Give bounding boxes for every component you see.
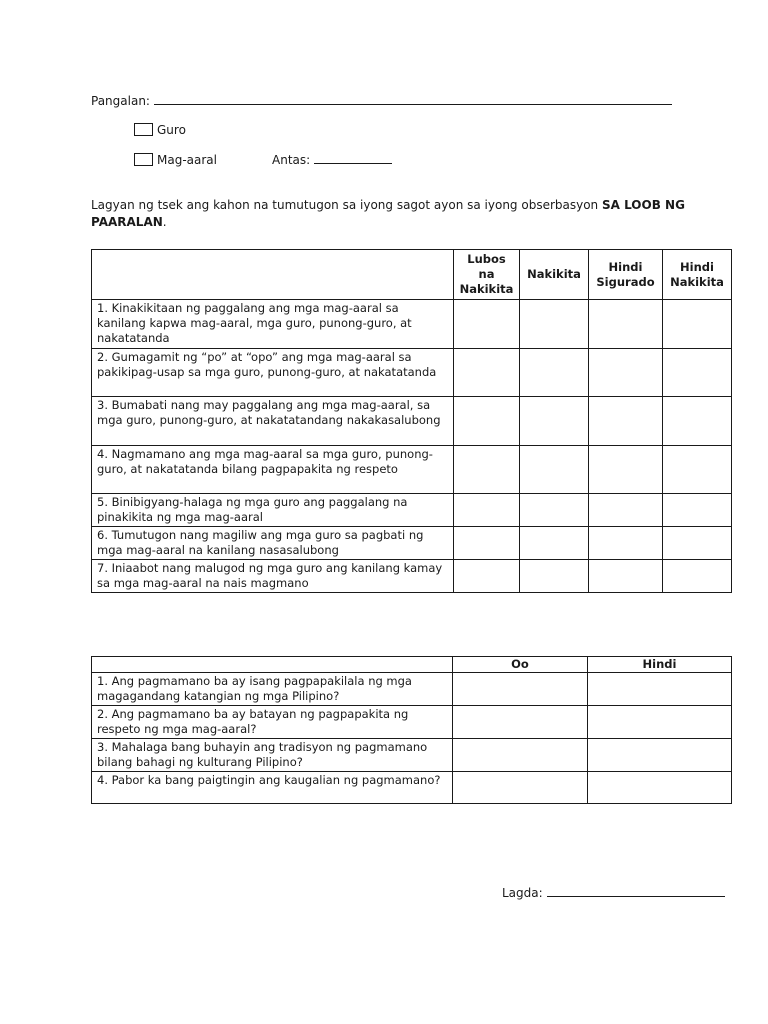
statement-cell: 2. Gumagamit ng “po” at “opo” ang mga mag-aaral sa pakikipag-usap sa mga guro, punong-guro, at nakatatanda [92,349,454,397]
check-cell[interactable] [520,494,589,527]
instructions [91,197,691,231]
guro-checkbox[interactable] [134,123,153,136]
check-cell[interactable] [520,397,589,446]
check-cell[interactable] [663,494,732,527]
question-cell: 3. Mahalaga bang buhayin ang tradisyon ng pagmamano bilang bahagi ng kulturang Pilipino? [92,739,453,772]
table-row [92,300,732,349]
check-cell[interactable] [453,673,588,706]
table-row [92,349,732,397]
question-cell: 4. Pabor ka bang paigtingin ang kaugalian ng pagmamano? [92,772,453,804]
col-lubos-na-nakikita: Lubos na Nakikita [454,250,520,300]
table-row [92,560,732,593]
statement-header [92,250,454,300]
check-cell[interactable] [663,349,732,397]
check-cell[interactable] [454,560,520,593]
guro-label: Guro [157,123,186,137]
col-hindi: Hindi [588,657,732,673]
check-cell[interactable] [454,397,520,446]
statement-cell: 4. Nagmamano ang mga mag-aaral sa mga guro, punong-guro, at nakatatanda bilang pagpapakita ng respeto [92,446,454,494]
mag-aaral-label: Mag-aaral [157,153,217,167]
check-cell[interactable] [454,349,520,397]
table-row [92,772,732,804]
check-cell[interactable] [588,706,732,739]
statement-cell: 6. Tumutugon nang magiliw ang mga guro sa pagbati ng mga mag-aaral na kanilang nasasalubong [92,527,454,560]
check-cell[interactable] [589,494,663,527]
instructions-text: Lagyan ng tsek ang kahon na tumutugon sa iyong sagot ayon sa iyong obserbasyon [91,198,602,212]
grade-line [272,153,392,168]
check-cell[interactable] [589,446,663,494]
table-row [92,446,732,494]
mag-aaral-checkbox[interactable] [134,153,153,166]
table-row [92,673,732,706]
check-cell[interactable] [453,772,588,804]
check-cell[interactable] [520,560,589,593]
table-row [92,494,732,527]
check-cell[interactable] [589,560,663,593]
check-cell[interactable] [588,739,732,772]
check-cell[interactable] [454,494,520,527]
check-cell[interactable] [520,527,589,560]
statement-cell: 7. Iniaabot nang malugod ng mga guro ang kanilang kamay sa mga mag-aaral na nais magmano [92,560,454,593]
name-line [91,94,672,109]
check-cell[interactable] [453,706,588,739]
instructions-emphasis: SA LOOB NG PAARALAN [91,198,685,229]
table-row [92,397,732,446]
check-cell[interactable] [588,673,732,706]
instructions-end: . [162,215,167,229]
col-nakikita: Nakikita [520,250,589,300]
name-field[interactable] [154,94,672,105]
table-row [92,706,732,739]
check-cell[interactable] [589,397,663,446]
question-cell: 1. Ang pagmamano ba ay isang pagpapakilala ng mga magagandang katangian ng mga Pilipino? [92,673,453,706]
col-hindi-sigurado: Hindi Sigurado [589,250,663,300]
signature-line [502,886,725,901]
opinion-table [91,656,732,804]
check-cell[interactable] [589,300,663,349]
check-cell[interactable] [454,300,520,349]
observation-header-row [92,250,732,300]
statement-cell: 5. Binibigyang-halaga ng mga guro ang paggalang na pinakikita ng mga mag-aaral [92,494,454,527]
opinion-header-row [92,657,732,673]
check-cell[interactable] [663,560,732,593]
role-option-mag-aaral[interactable] [134,153,217,168]
role-option-guro[interactable] [134,123,186,138]
check-cell[interactable] [663,300,732,349]
table-row [92,739,732,772]
question-header [92,657,453,673]
grade-field[interactable] [314,153,392,164]
observation-table [91,249,732,593]
check-cell[interactable] [454,527,520,560]
check-cell[interactable] [520,446,589,494]
table-row [92,527,732,560]
grade-label: Antas: [272,153,311,167]
check-cell[interactable] [663,527,732,560]
name-label: Pangalan: [91,94,150,108]
question-cell: 2. Ang pagmamano ba ay batayan ng pagpapakita ng respeto ng mga mag-aaral? [92,706,453,739]
col-hindi-nakikita: Hindi Nakikita [663,250,732,300]
check-cell[interactable] [453,739,588,772]
signature-label: Lagda: [502,886,543,900]
check-cell[interactable] [663,397,732,446]
check-cell[interactable] [454,446,520,494]
check-cell[interactable] [589,349,663,397]
check-cell[interactable] [663,446,732,494]
statement-cell: 1. Kinakikitaan ng paggalang ang mga mag-aaral sa kanilang kapwa mag-aaral, mga guro, punong-guro, at nakatatanda [92,300,454,349]
check-cell[interactable] [589,527,663,560]
statement-cell: 3. Bumabati nang may paggalang ang mga mag-aaral, sa mga guro, punong-guro, at nakatatandang nakakasalubong [92,397,454,446]
check-cell[interactable] [520,300,589,349]
check-cell[interactable] [520,349,589,397]
col-oo: Oo [453,657,588,673]
check-cell[interactable] [588,772,732,804]
signature-field[interactable] [547,886,725,897]
